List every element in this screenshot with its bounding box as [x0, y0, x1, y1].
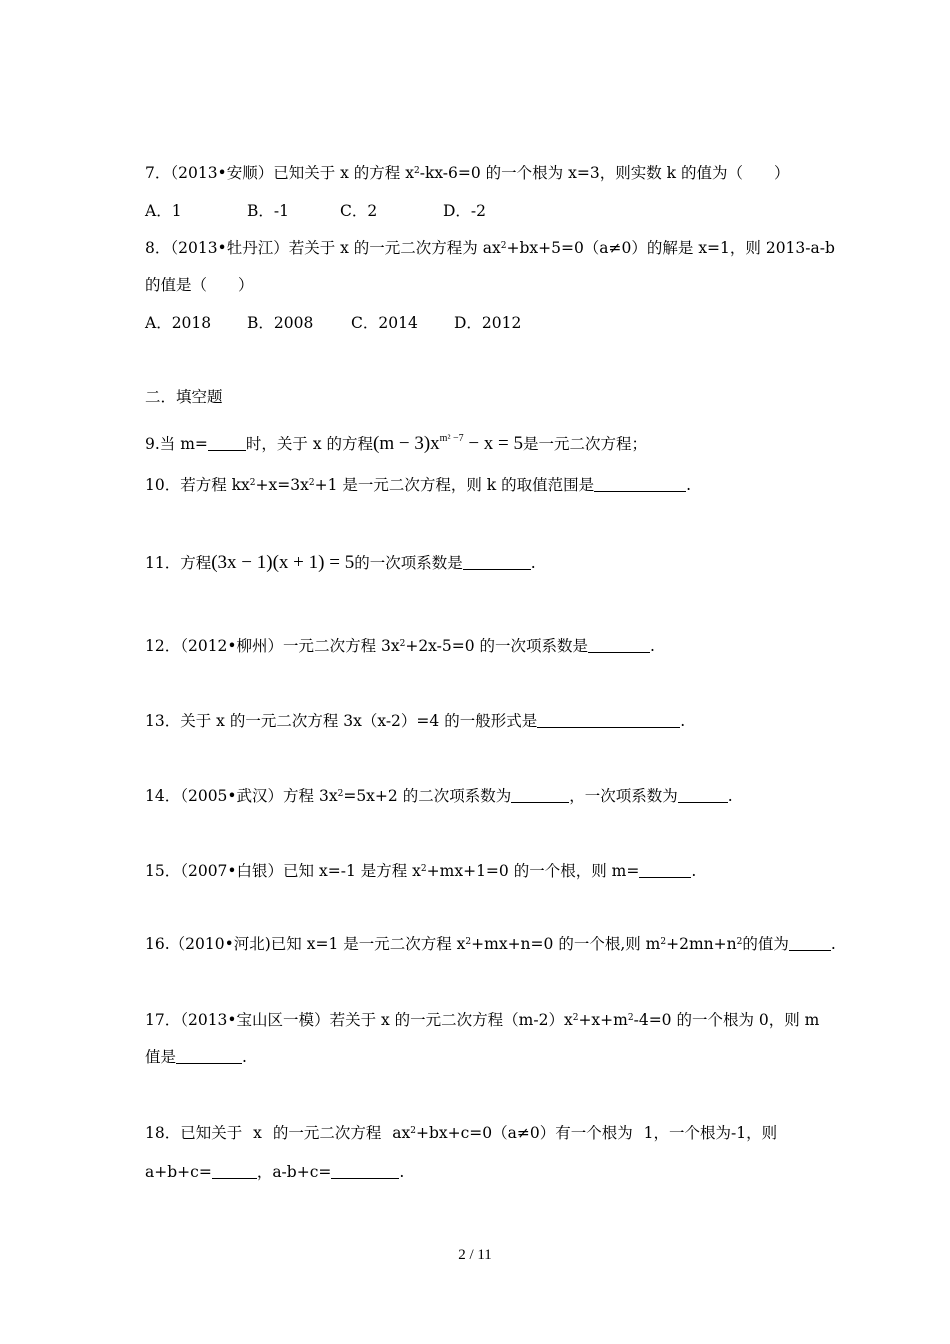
answer-blank[interactable]	[639, 863, 691, 878]
option-d: D．-2	[443, 202, 487, 220]
equation-formula: $(m - 3)x^{m^2 -7} - x = 5$	[373, 433, 524, 454]
question-17-line2: 值是 .	[145, 1048, 247, 1066]
question-18-line2: a+b+c= ，a-b+c= .	[145, 1163, 405, 1181]
answer-blank[interactable]	[463, 555, 531, 570]
option-d: D．2012	[454, 314, 522, 332]
answer-blank[interactable]	[678, 788, 728, 803]
question-18: 18．已知关于 x 的一元二次方程 $ax^2+bx+c=0(a\ne 0)$有一个根为 1，一个根为-1，则	[145, 1124, 778, 1142]
section-title: 二．填空题	[145, 388, 223, 406]
question-17: 17．（2013•宝山区一模）若关于 x 的一元二次方程$(m-2)x^2+x+m^2-4=0$ 的一个根为 0，则 m	[145, 1011, 820, 1029]
question-12: 12．（2012•柳州）一元二次方程 $3x^2+2x-5=0$ 的一次项系数是 .	[145, 637, 655, 655]
question-16: 16.（2010•河北)已知 x=1 是一元二次方程 $x^2+mx+n=0$ 的一个根,则 $m^2+2mn+n^2$的值为 .	[145, 935, 836, 953]
question-14: 14．（2005•武汉）方程 $3x^2=5x+2$ 的二次项系数为 ，一次项系数为 .	[145, 787, 733, 805]
option-c: C．2014	[351, 314, 418, 332]
answer-blank[interactable]	[176, 1049, 242, 1064]
option-c: C．2	[340, 202, 378, 220]
answer-blank[interactable]	[208, 436, 246, 451]
option-b: B．-1	[247, 202, 289, 220]
question-8-stem: 8．（2013•牡丹江）若关于 x 的一元二次方程为 $ax^2+bx+5=0(a\ne 0)$的解是 x=1，则 2013-a-b	[145, 239, 835, 257]
answer-blank[interactable]	[588, 638, 650, 653]
answer-blank[interactable]	[789, 936, 831, 951]
question-9: 9.当 m= 时，关于 x 的方程$(m - 3)x^{m^2 -7} - x = 5$是一元二次方程；	[145, 433, 648, 454]
question-11: 11．方程(3x − 1)(x + 1) = 5的一次项系数是 .	[145, 552, 536, 573]
question-10: 10．若方程 $kx^2+x=3x^2+1$ 是一元二次方程，则 k 的取值范围是 .	[145, 476, 692, 494]
question-15: 15．（2007•白银）已知 x=-1 是方程 $x^2+mx+1=0$ 的一个根，则 m= .	[145, 862, 697, 880]
page-number: 2 / 11	[458, 1247, 492, 1263]
answer-blank[interactable]	[511, 788, 569, 803]
question-7-stem: 7．（2013•安顺）已知关于 x 的方程 $x^2-kx-6=0$ 的一个根为 x=3，则实数 k 的值为（ ）	[145, 164, 790, 182]
option-b: B．2008	[247, 314, 314, 332]
question-13: 13．关于 x 的一元二次方程 3x（x-2）=4 的一般形式是 .	[145, 712, 686, 730]
answer-blank[interactable]	[212, 1164, 257, 1179]
question-8-stem-line2: 的值是（ ）	[145, 276, 254, 294]
answer-blank[interactable]	[537, 713, 680, 728]
equation-formula: (3x − 1)(x + 1) = 5	[211, 552, 355, 573]
answer-blank[interactable]	[331, 1164, 399, 1179]
answer-blank[interactable]	[594, 477, 686, 492]
option-a: A．1	[145, 202, 182, 220]
option-a: A．2018	[145, 314, 212, 332]
